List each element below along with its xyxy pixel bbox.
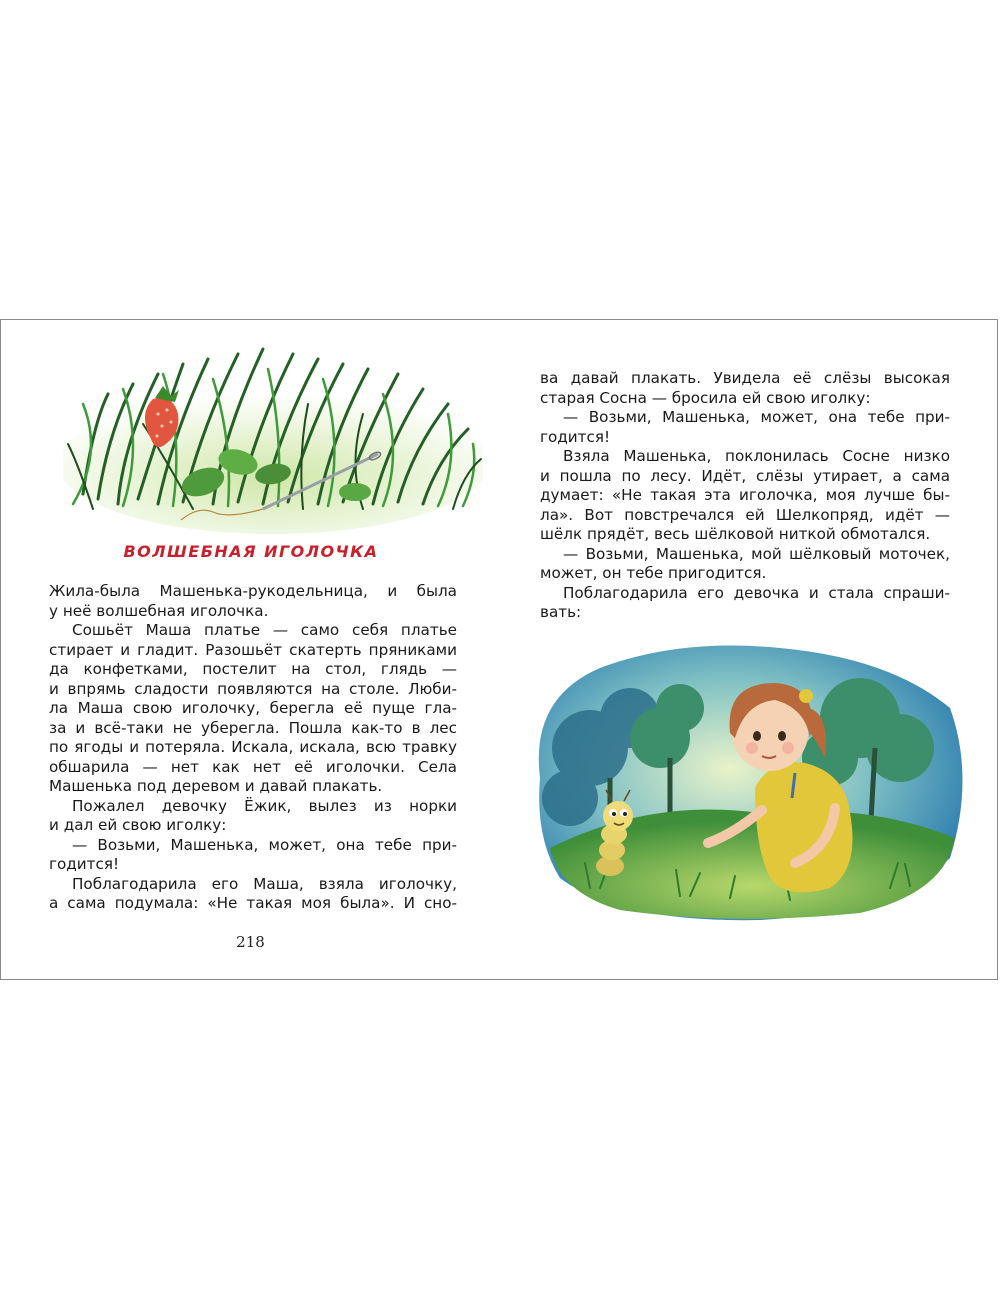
text-line: ва давай плакать. Увидела её слёзы высокая xyxy=(540,369,950,387)
text-line: шёлк прядёт, весь шёлковой ниткой обмотался. xyxy=(540,525,931,543)
text-line: и пошла по лесу. Идёт, слёзы утирает, а сама xyxy=(540,466,950,485)
text-line: Пожалел девочку Ёжик, вылез из норки xyxy=(72,796,457,815)
text-line: вать: xyxy=(540,603,582,621)
text-line: по ягоды и потеряла. Искала, искала, всю травку xyxy=(49,738,457,756)
text-line: и дал ей свою иголку: xyxy=(49,816,227,834)
text-line: — Возьми, Машенька, мой шёлковый моточек, xyxy=(563,544,950,563)
girl-caterpillar-illustration xyxy=(530,638,970,928)
text-line: ла Маша свою иголочку, берегла её пуще гла- xyxy=(49,699,457,717)
text-line: обшарила — нет как нет её иголочки. Села xyxy=(49,757,457,776)
text-line: у неё волшебная иголочка. xyxy=(49,601,269,620)
left-story-text xyxy=(49,582,457,914)
page-number: 218 xyxy=(236,933,265,951)
text-line: думает: «Не такая эта иголочка, моя лучше бы- xyxy=(540,486,950,504)
text-line: Жила-была Машенька-рукодельница, и была xyxy=(49,582,457,600)
text-line: Машенька под деревом и давай плакать. xyxy=(49,777,383,795)
text-line: — Возьми, Машенька, может, она тебе при- xyxy=(563,408,950,426)
text-line: и впрямь сладости появляются на столе. Люби- xyxy=(49,679,457,698)
text-line: ла». Вот повстречался ей Шелкопряд, идёт — xyxy=(540,505,950,524)
story-title: ВОЛШЕБНАЯ ИГОЛОЧКА xyxy=(123,542,379,561)
text-line: Сошьёт Маша платье — само себя платье xyxy=(72,621,457,639)
text-line: годится! xyxy=(540,427,611,446)
left-page xyxy=(1,320,500,979)
right-page xyxy=(500,320,999,979)
text-line: Взяла Машенька, поклонилась Сосне низко xyxy=(563,447,950,465)
text-line: может, он тебе пригодится. xyxy=(540,564,767,582)
text-line: старая Сосна — бросила ей свою иголку: xyxy=(540,388,871,407)
text-line: за и всё-таки не уберегла. Пошла как-то в лес xyxy=(49,718,457,737)
text-line: а сама подумала: «Не такая моя была». И сно- xyxy=(49,894,457,912)
text-line: да конфетками, постелит на стол, глядь — xyxy=(49,660,457,678)
text-line: стирает и гладит. Разошьёт скатерть пряниками xyxy=(49,640,457,659)
text-line: Поблагодарила его девочка и стала спраши- xyxy=(563,583,950,602)
text-line: Поблагодарила его Маша, взяла иголочку, xyxy=(72,874,457,893)
strawberry-grass-illustration xyxy=(63,334,483,534)
right-story-text xyxy=(540,369,950,623)
text-line: годится! xyxy=(49,855,120,873)
text-line: — Возьми, Машенька, может, она тебе при- xyxy=(72,835,457,854)
book-spread xyxy=(0,319,998,980)
